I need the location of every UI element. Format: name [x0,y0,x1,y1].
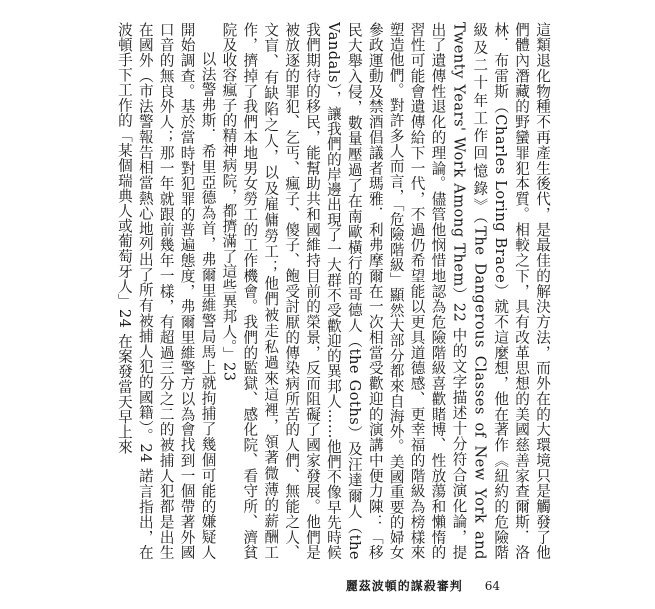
page-number: 64 [484,578,500,593]
running-title: 麗茲波頓的謀殺審判 [345,579,463,593]
page-footer [346,577,500,594]
paragraph-1: 這類退化物種不再產生後代，是最佳的解決方法，而外在的大環境只是觸發了他們體內潛藏的野蠻罪犯本質。相較之下，具有改革思想的美國慈善家查爾斯．洛林．布雷斯（Charles Loring Brace）就不這麼想，他在著作《紐約的危險階級及二十年工作回憶錄》（The Dangerous Classes of New York and Twenty Years' Work Among Them）22 中的文字描述十分符合演化論，提出了遺傳性退化的理論。儘管他悯惜地認為危險階級喜歡賭博、性放蕩和懶惰的習性可能會遺傳給下一代，不過仍希望能以更具道德感、更幸福的階級為榜樣來塑造他們。對許多人而言，「危險階級」顯然大部分都來自海外。美國重要的婦女參政運動及禁酒倡議者瑪雅．利弗摩爾在一次相當受歡迎的演講中便力陳：「移民大舉入侵，數量壓過了在南歐橫行的哥德人（the Goths）及汪達爾人（the Vandals），讓我們的岸邊出現了一大群不受歡迎的異邦人……他們不像早先時候我們期待的移民，能幫助共和國維持目前的榮景，反而阻礙了國家發展。他們是被放逐的罪犯、乞丐、瘋子、傻子、飽受討厭的傳染病所苦的人們、無能之人、文盲、有缺陷之人，以及雇傭勞工；他們被走私過來這裡，領著微薄的薪酬工作，擠掉了我們本地男女勞工的工作機會。我們的監獄、感化院、看守所、濟貧院及收容瘋子的精神病院，都擠滿了這些異邦人。」23 [220,22,551,560]
paragraph-2: 以法警弗斯．希里亞德為首，弗爾里維警局馬上就拘捕了幾個可能的嫌疑人開始調查。基於當時對犯罪的普遍態度，弗爾里維警方以為會找到一個帶著外國口音的無良外人；那一年就跟前幾年一樣，有超過三分之二的被捕人犯都是出生在國外（市法警報告相當熱心地列出了所有被捕人犯的國籍）。24 諾言指出，在波頓手下工作的「某個瑞典人或葡萄牙人」24 在案發當天早上來 [115,22,217,560]
body-text [112,22,552,560]
